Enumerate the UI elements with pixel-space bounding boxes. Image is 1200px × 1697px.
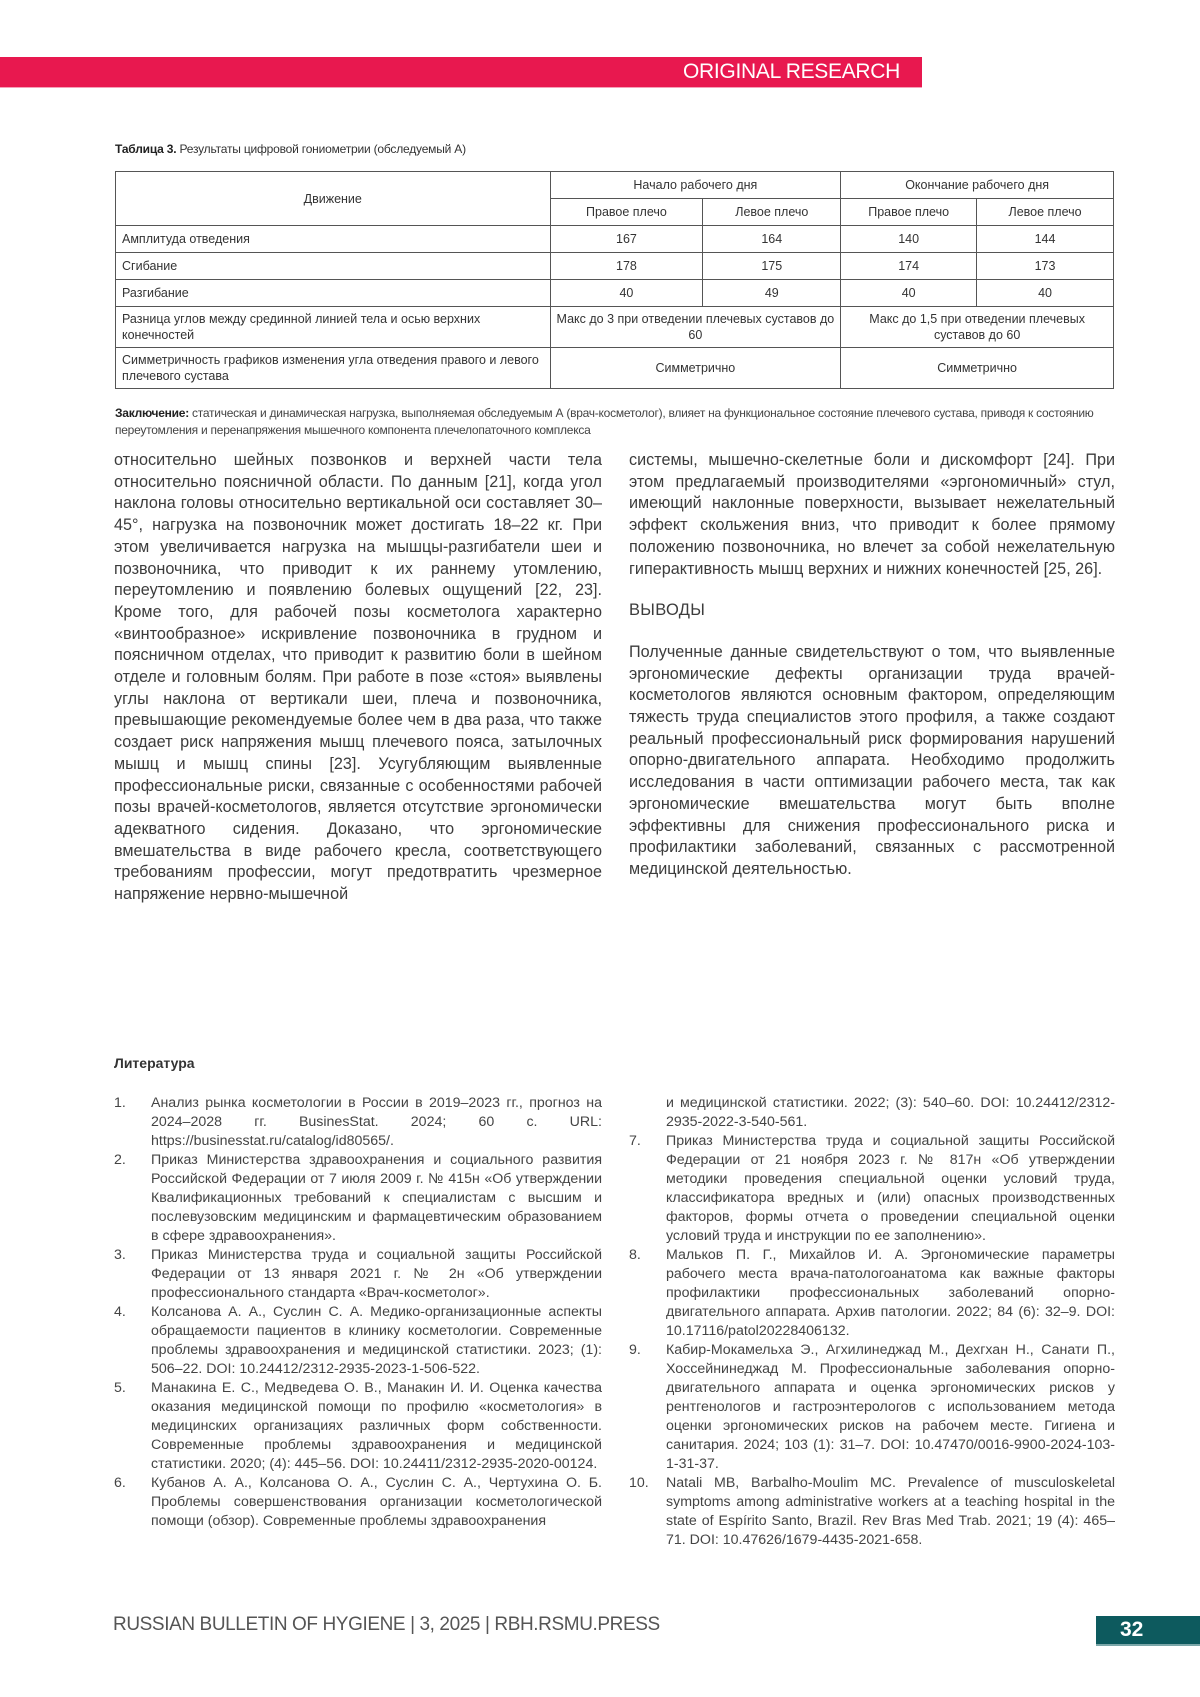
row-label: Сгибание: [116, 253, 551, 280]
cell-value: 144: [977, 226, 1114, 253]
reference-text: и медицинской статистики. 2022; (3): 540–60. DOI: 10.24412/2312-2935-2022-3-540-561.: [666, 1095, 1115, 1130]
table-conclusion: [115, 405, 1115, 439]
cell-value: Симметрично: [841, 348, 1114, 389]
table-header-row: [116, 172, 1114, 199]
cell-value: 140: [841, 226, 977, 253]
references-heading: Литература: [114, 1055, 195, 1071]
cell-value: 173: [977, 253, 1114, 280]
journal-footer: RUSSIAN BULLETIN OF HYGIENE | 3, 2025 | RBH.RSMU.PRESS: [113, 1614, 660, 1635]
reference-item: [114, 1246, 602, 1303]
reference-continuation: [629, 1094, 1115, 1132]
reference-number: 2.: [114, 1152, 126, 1168]
conclusion-label: Заключение:: [115, 406, 189, 420]
reference-number: 10.: [629, 1475, 649, 1491]
cell-value: 175: [703, 253, 841, 280]
table-row: [116, 348, 1114, 389]
section-header-bar: [0, 57, 922, 88]
header-start-left: Левое плечо: [703, 199, 841, 226]
row-label: Разница углов между срединной линией тела и осью верхних конечностей: [116, 307, 551, 348]
reference-item: [114, 1474, 602, 1531]
row-label: Амплитуда отведения: [116, 226, 551, 253]
reference-item: [629, 1474, 1115, 1550]
header-movement: Движение: [116, 172, 551, 226]
reference-item: [114, 1379, 602, 1474]
table-caption-text: Результаты цифровой гониометрии (обследуемый А): [176, 142, 466, 156]
cell-value: 49: [703, 280, 841, 307]
table-caption: [115, 142, 466, 156]
reference-item: [114, 1151, 602, 1246]
body-paragraph: относительно шейных позвонков и верхней части тела относительно поясничной области. По данным [21], когда угол наклона головы относительно вертикальной оси составляет 30–45°, нагрузка на позвоночник может достигать 18–22 кг. При этом увеличивается нагрузка на мышцы-разгибатели шеи и позвоночника, что приводит к их раннему утомлению, переутомлению и появлению болевых ощущений [22, 23]. Кроме того, для рабочей позы косметолога характерно «винтообразное» искривление позвоночника в грудном и поясничном отделах, что приводит к развитию боли в шейном отделе и головным болям. При работе в позе «стоя» выявлены углы наклона от вертикали шеи, плеча и позвоночника, превышающие рекомендуемые более чем в два раза, что также создает риск напряжения мышц плечевого пояса, затылочных мышц и мышц спины [23]. Усугубляющим выявленные профессиональные риски, связанные с особенностями рабочей позы врачей-косметологов, является отсутствие эргономически адекватного сидения. Доказано, что эргономические вмешательства в виде рабочего кресла, соответствующего требованиям профессии, могут предотвратить чрезмерное напряжение нервно-мышечной: [114, 451, 602, 904]
table-row: [116, 253, 1114, 280]
table-row: [116, 307, 1114, 348]
cell-value: 40: [550, 280, 703, 307]
cell-value: 40: [977, 280, 1114, 307]
row-label: Разгибание: [116, 280, 551, 307]
reference-item: [114, 1094, 602, 1151]
goniometry-table: [115, 171, 1114, 389]
conclusions-paragraph: Полученные данные свидетельствуют о том, что выявленные эргономические дефекты организации труда врачей-косметологов являются основным фактором, определяющим тяжесть труда специалистов этого профиля, а также создают реальный профессиональный риск формирования нарушений опорно-двигательного аппарата. Необходимо продолжить исследования в части оптимизации рабочего места, так как эргономические вмешательства могут быть вполне эффективны для снижения профессионального риска и профилактики заболеваний, связанных с рассмотренной медицинской деятельностью.: [629, 642, 1115, 878]
reference-number: 7.: [629, 1133, 641, 1149]
references-column-right: [629, 1094, 1115, 1550]
reference-text: Кабир-Мокамельха Э., Агхилинеджад М., Дехгхан Н., Санати П., Хоссейнинеджад М. Профессиональные заболевания опорно-двигательного аппарата и оценка эргономических рисков у рентгенологов и гастроэнтерологов с использованием метода оценки эргономических рисков на рабочем месте. Гигиена и санитария. 2024; 103 (1): 31–7. DOI: 10.47470/0016-9900-2024-103-1-31-37.: [666, 1342, 1115, 1472]
conclusion-text: статическая и динамическая нагрузка, выполняемая обследуемым А (врач-косметолог), влияет на функциональное состояние плечевого сустава, приводя к состоянию переутомления и перенапряжения мышечного компонента плечелопаточного комплекса: [115, 406, 1094, 437]
reference-item: [629, 1246, 1115, 1341]
reference-item: [629, 1132, 1115, 1246]
table-row: [116, 280, 1114, 307]
section-label: ORIGINAL RESEARCH: [683, 60, 900, 83]
row-label: Симметричность графиков изменения угла отведения правого и левого плечевого сустава: [116, 348, 551, 389]
cell-value: Симметрично: [550, 348, 841, 389]
header-start-right: Правое плечо: [550, 199, 703, 226]
page-number-box: [1096, 1616, 1200, 1646]
header-end-left: Левое плечо: [977, 199, 1114, 226]
reference-number: 5.: [114, 1380, 126, 1396]
header-start-of-day: Начало рабочего дня: [550, 172, 841, 199]
reference-text: Natali MB, Barbalho-Moulim MC. Prevalence of musculoskeletal symptoms among administrative workers at a teaching hospital in the state of Espírito Santo, Brazil. Rev Bras Med Trab. 2021; 19 (4): 465–71. DOI: 10.47626/1679-4435-2021-658.: [666, 1475, 1115, 1548]
cell-value: 164: [703, 226, 841, 253]
body-column-right: [629, 450, 1115, 881]
reference-text: Приказ Министерства здравоохранения и социального развития Российской Федерации от 7 июля 2009 г. № 415н «Об утверждении Квалификационных требований к специалистам с высшим и послевузовским медицинским и фармацевтическим образованием в сфере здравоохранения».: [151, 1152, 602, 1244]
reference-number: 6.: [114, 1475, 126, 1491]
references-column-left: [114, 1094, 602, 1531]
table-caption-number: Таблица 3.: [115, 142, 177, 156]
cell-value: 178: [550, 253, 703, 280]
header-end-of-day: Окончание рабочего дня: [841, 172, 1114, 199]
cell-value: 167: [550, 226, 703, 253]
reference-text: Анализ рынка косметологии в России в 2019–2023 гг., прогноз на 2024–2028 гг. BusinesStat. 2024; 60 с. URL: https://businesstat.ru/catalog/id80565/.: [151, 1095, 602, 1149]
cell-value: 174: [841, 253, 977, 280]
body-paragraph: системы, мышечно-скелетные боли и дискомфорт [24]. При этом предлагаемый производителями «эргономичный» стул, имеющий наклонные поверхности, вызывает нежелательный эффект скольжения вниз, что приводит к более прямому положению позвоночника, но влечет за собой нежелательную гиперактивность мышц верхних и нижних конечностей [25, 26].: [629, 451, 1115, 578]
body-column-left: [114, 450, 602, 906]
cell-value: Макс до 3 при отведении плечевых суставов до 60: [550, 307, 841, 348]
reference-text: Мальков П. Г., Михайлов И. А. Эргономические параметры рабочего места врача-патологоанатома как важные факторы профилактики профессиональных заболеваний опорно-двигательного аппарата. Архив патологии. 2022; 84 (6): 32–9. DOI: 10.17116/patol20228406132.: [666, 1247, 1115, 1339]
reference-number: 1.: [114, 1095, 126, 1111]
conclusions-heading: ВЫВОДЫ: [629, 601, 706, 620]
reference-text: Приказ Министерства труда и социальной защиты Российской Федерации от 13 января 2021 г. № 2н «Об утверждении профессионального стандарта «Врач-косметолог».: [151, 1247, 602, 1301]
reference-number: 8.: [629, 1247, 641, 1263]
cell-value: 40: [841, 280, 977, 307]
header-end-right: Правое плечо: [841, 199, 977, 226]
reference-text: Кубанов А. А., Колсанова О. А., Суслин С. А., Чертухина О. Б. Проблемы совершенствования организации косметологической помощи (обзор). Современные проблемы здравоохранения: [151, 1475, 602, 1529]
table-row: [116, 226, 1114, 253]
reference-item: [114, 1303, 602, 1379]
reference-text: Приказ Министерства труда и социальной защиты Российской Федерации от 21 ноября 2023 г. № 817н «Об утверждении методики проведения специальной оценки условий труда, классификатора вредных и (или) опасных производственных факторов, формы отчета о проведении специальной оценки условий труда и инструкции по ее заполнению».: [666, 1133, 1115, 1244]
reference-item: [629, 1341, 1115, 1474]
page-number: 32: [1120, 1618, 1144, 1641]
cell-value: Макс до 1,5 при отведении плечевых суставов до 60: [841, 307, 1114, 348]
reference-text: Манакина Е. С., Медведева О. В., Манакин И. И. Оценка качества оказания медицинской помощи по профилю «косметология» в медицинских организациях различных форм собственности. Современные проблемы здравоохранения и медицинской статистики. 2020; (4): 445–56. DOI: 10.24411/2312-2935-2020-00124.: [151, 1380, 602, 1472]
reference-number: 3.: [114, 1247, 126, 1263]
reference-number: 9.: [629, 1342, 641, 1358]
reference-number: 4.: [114, 1304, 126, 1320]
reference-text: Колсанова А. А., Суслин С. А. Медико-организационные аспекты обращаемости пациентов в клинику косметологии. Современные проблемы здравоохранения и медицинской статистики. 2023; (1): 506–22. DOI: 10.24412/2312-2935-2023-1-506-522.: [151, 1304, 602, 1377]
